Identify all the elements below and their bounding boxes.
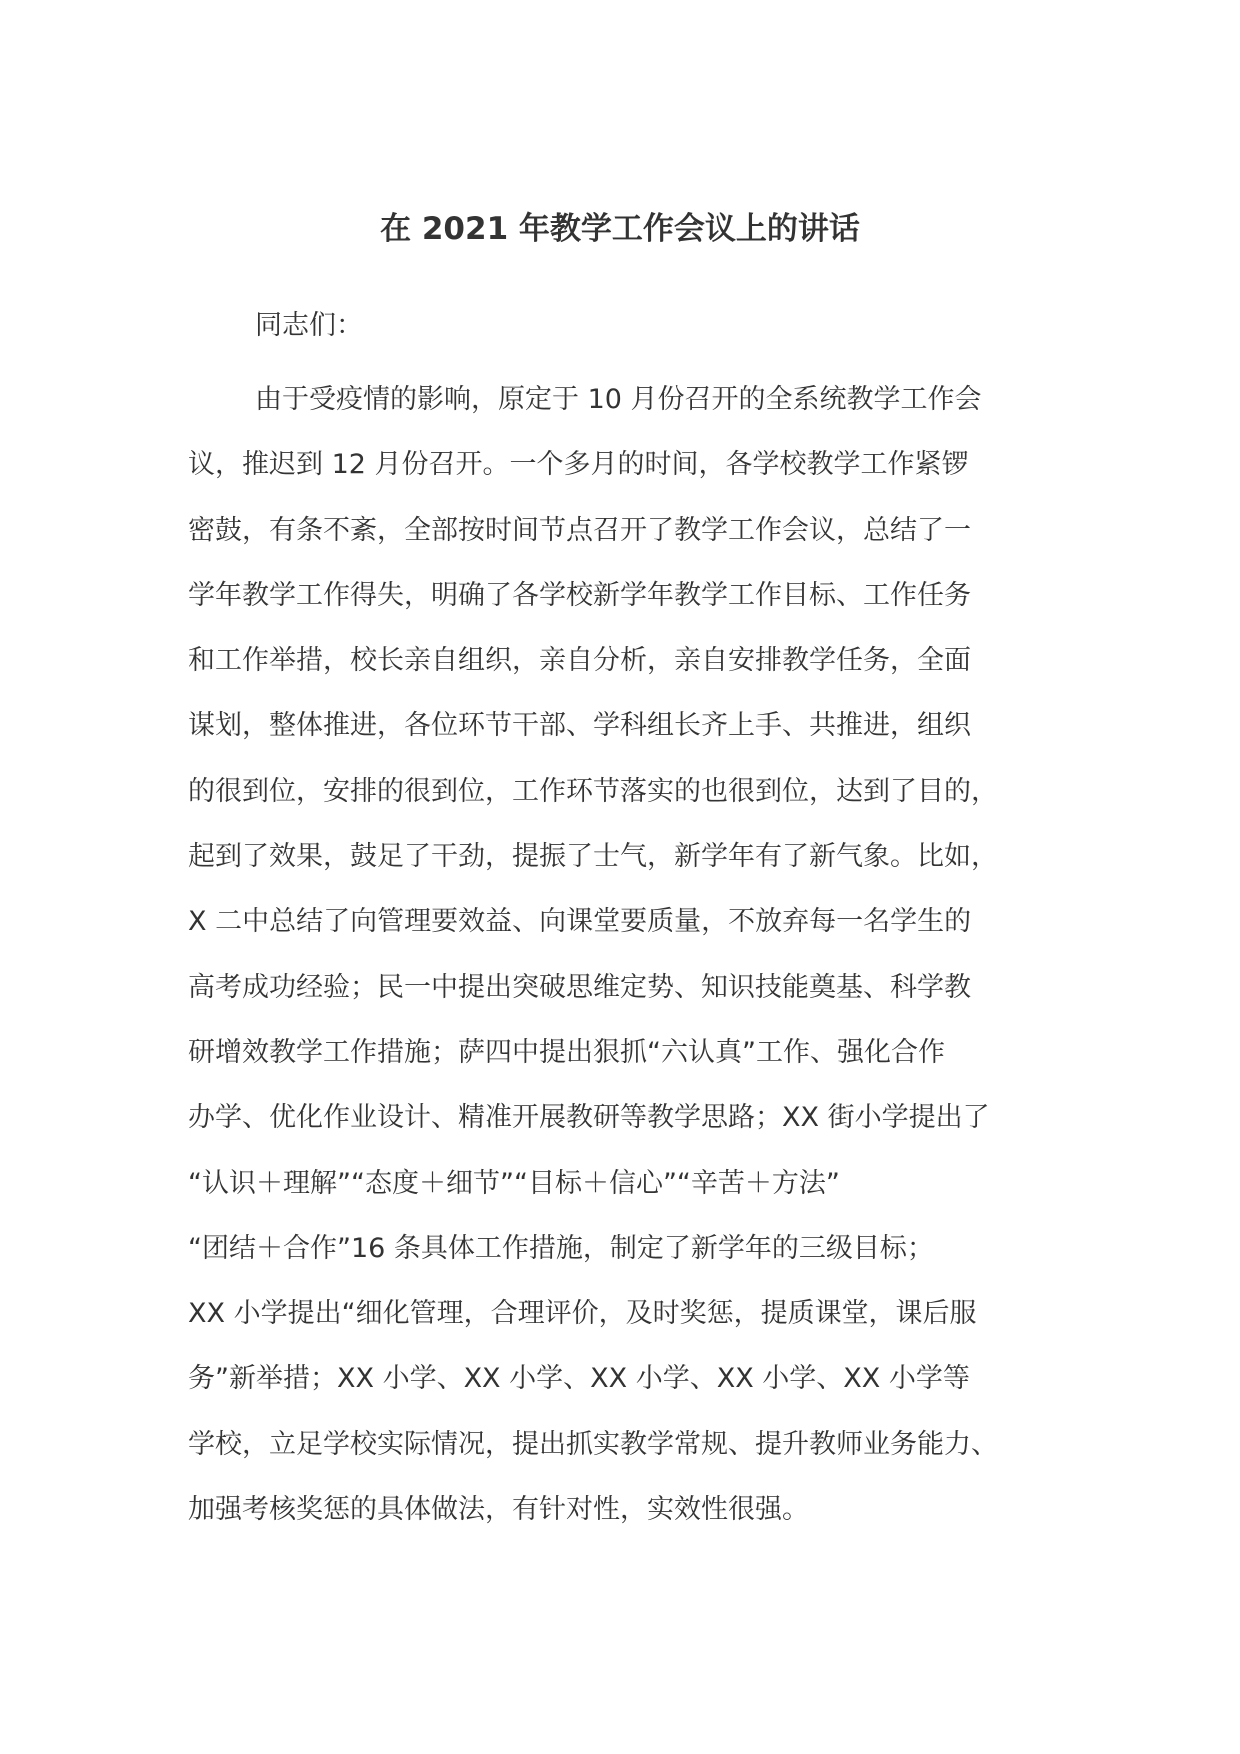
paragraph-line: 的很到位，安排的很到位，工作环节落实的也很到位，达到了目的，: [188, 775, 998, 807]
paragraph-line: 研增效教学工作措施；萨四中提出狠抓“六认真”工作、强化合作: [188, 1036, 945, 1068]
paragraph-line: 加强考核奖惩的具体做法，有针对性，实效性很强。: [188, 1494, 809, 1526]
paragraph-line: 办学、优化作业设计、精准开展教研等教学思路；XX 街小学提出了: [188, 1102, 990, 1134]
paragraph-line: 高考成功经验；民一中提出突破思维定势、知识技能奠基、科学教: [188, 971, 971, 1003]
body-paragraph: [188, 367, 1068, 1542]
paragraph-line: 务”新举措；XX 小学、XX 小学、XX 小学、XX 小学、XX 小学等: [188, 1363, 970, 1395]
paragraph-line: 学校，立足学校实际情况，提出抓实教学常规、提升教师业务能力、: [188, 1428, 998, 1460]
paragraph-line: 学年教学工作得失，明确了各学校新学年教学工作目标、工作任务: [188, 579, 971, 611]
paragraph-line: 议，推迟到 12 月份召开。一个多月的时间，各学校教学工作紧锣: [188, 449, 969, 481]
paragraph-line: “认识＋理解”“态度＋细节”“目标＋信心”“辛苦＋方法”: [188, 1167, 840, 1199]
salutation: 同志们：: [255, 310, 363, 341]
paragraph-line: 起到了效果，鼓足了干劲，提振了士气，新学年有了新气象。比如，: [188, 841, 998, 873]
paragraph-line: 和工作举措，校长亲自组织，亲自分析，亲自安排教学任务，全面: [188, 645, 971, 677]
document-title: 在 2021 年教学工作会议上的讲话: [380, 211, 860, 247]
paragraph-line: 谋划，整体推进，各位环节干部、学科组长齐上手、共推进，组织: [188, 710, 971, 742]
paragraph-line: 由于受疫情的影响，原定于 10 月份召开的全系统教学工作会: [255, 384, 982, 415]
paragraph-line: 密鼓，有条不紊，全部按时间节点召开了教学工作会议，总结了一: [188, 514, 971, 546]
paragraph-line: XX 小学提出“细化管理，合理评价，及时奖惩，提质课堂，课后服: [188, 1298, 977, 1330]
paragraph-line: “团结＋合作”16 条具体工作措施，制定了新学年的三级目标；: [188, 1232, 934, 1264]
paragraph-line: X 二中总结了向管理要效益、向课堂要质量，不放弃每一名学生的: [188, 906, 972, 938]
